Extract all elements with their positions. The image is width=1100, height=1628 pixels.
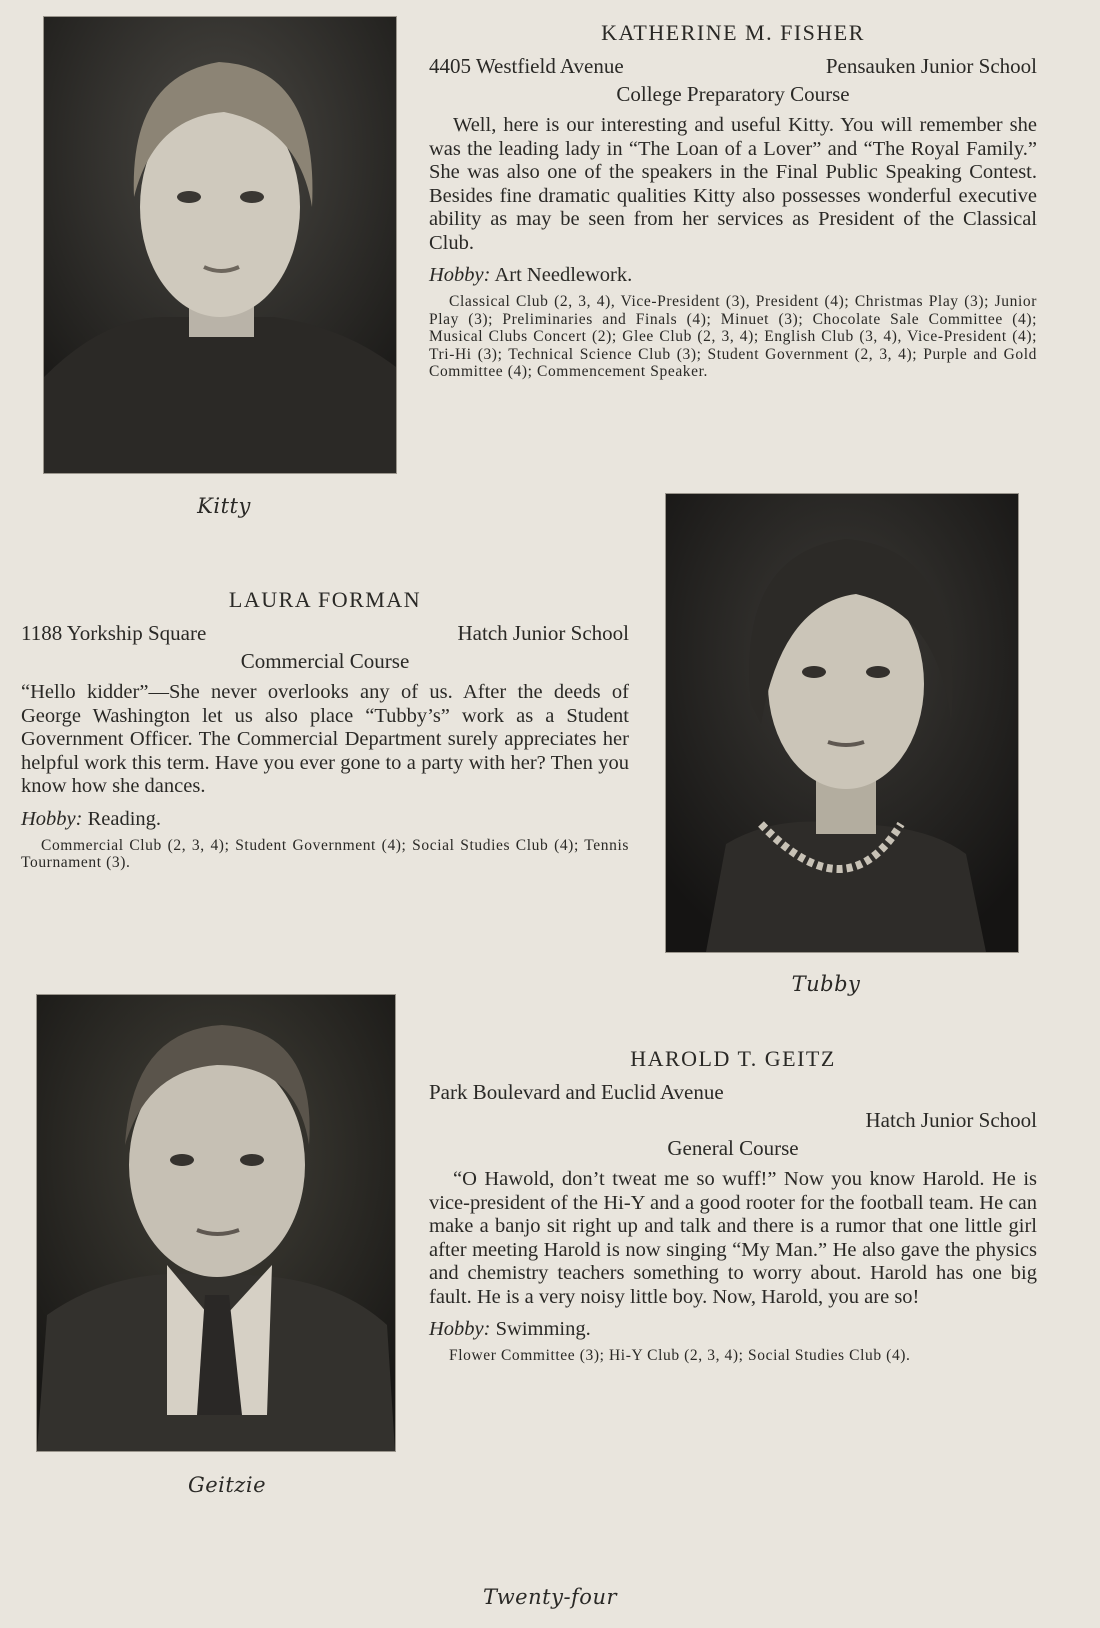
- hobby-line: [429, 261, 1037, 289]
- hobby-label: Hobby:: [429, 264, 491, 286]
- student-name: KATHERINE M. FISHER: [601, 20, 865, 45]
- junior-school: Hatch Junior School: [865, 1108, 1037, 1132]
- portrait-photo-harold-geitz: [37, 995, 395, 1451]
- address-line: [429, 52, 1037, 80]
- student-name: HAROLD T. GEITZ: [630, 1046, 836, 1071]
- hobby-value: Reading.: [87, 807, 162, 830]
- description-paragraph: Well, here is our interesting and useful Kitty. You will remember she was the leading lady in “The Loan of a Lover” and “The Royal Family.” She was also one of the speakers in the Final Public Speaking Contest. Besides fine dramatic qualities Kitty also possesses wonderful executive ability as may be seen from her services as President of the Classical Club.: [429, 114, 1037, 254]
- portrait-photo-laura-forman: [666, 494, 1018, 952]
- student-name: LAURA FORMAN: [228, 587, 422, 612]
- description-paragraph: “O Hawold, don’t tweat me so wuff!” Now you know Harold. He is vice-president of the Hi-Y and a good rooter for the football team. He can make a banjo sit right up and talk and there is a rumor that one little girl after meeting Harold is now singing “My Man.” He also gave the physics and chemistry teachers something to worry about. Harold has one big fault. He is a very noisy little boy. Now, Harold, you are so!: [429, 1168, 1037, 1308]
- page-number: Twenty-four: [482, 1585, 618, 1609]
- hobby-line: [429, 1315, 1037, 1343]
- portrait-photo-katherine-fisher: [44, 17, 396, 473]
- course-name: Commercial Course: [240, 649, 410, 673]
- nickname-caption: Tubby: [791, 972, 861, 996]
- description-paragraph: “Hello kidder”—She never overlooks any of us. After the deeds of George Washington let us also place “Tubby’s” work as a Student Government Officer. The Commercial Department surely appreciates her helpful work this term. Have you ever gone to a party with her? Then you know how she dances.: [21, 681, 629, 797]
- senior-entry-katherine-fisher: [429, 20, 1037, 381]
- hobby-label: Hobby:: [429, 1318, 491, 1340]
- activities-list: Commercial Club (2, 3, 4); Student Government (4); Social Studies Club (4); Tennis Tournament (3).: [21, 836, 629, 871]
- course-name: College Preparatory Course: [616, 82, 850, 106]
- junior-school: Hatch Junior School: [457, 621, 629, 645]
- senior-entry-laura-forman: [21, 587, 629, 872]
- nickname-caption: Kitty: [197, 494, 251, 518]
- nickname-caption: Geitzie: [187, 1473, 267, 1497]
- hobby-label: Hobby:: [21, 807, 83, 830]
- course-name: General Course: [667, 1136, 799, 1160]
- activities-list: Classical Club (2, 3, 4), Vice-President (3), President (4); Christmas Play (3); Junior Play (3); Preliminaries and Finals (4); Minuet (3); Chocolate Sale Committee (4); Musical Clubs Concert (2); Glee Club (2, 3, 4); English Club (3, 4), Vice-President (4); Tri-Hi (3); Technical Science Club (3); Student Government (2, 3, 4); Purple and Gold Committee (4); Commencement Speaker.: [429, 293, 1037, 380]
- hobby-value: Art Needlework.: [494, 264, 633, 286]
- senior-entry-harold-geitz: [429, 1046, 1037, 1365]
- home-address: 4405 Westfield Avenue: [429, 54, 624, 78]
- home-address: Park Boulevard and Euclid Avenue: [429, 1080, 724, 1104]
- junior-school: Pensauken Junior School: [825, 54, 1037, 78]
- hobby-line: [21, 805, 629, 833]
- hobby-value: Swimming.: [495, 1318, 591, 1340]
- address-line: [21, 619, 629, 647]
- home-address: 1188 Yorkship Square: [21, 621, 207, 645]
- activities-list: Flower Committee (3); Hi-Y Club (2, 3, 4); Social Studies Club (4).: [449, 1347, 911, 1364]
- address-line: [429, 1078, 1037, 1134]
